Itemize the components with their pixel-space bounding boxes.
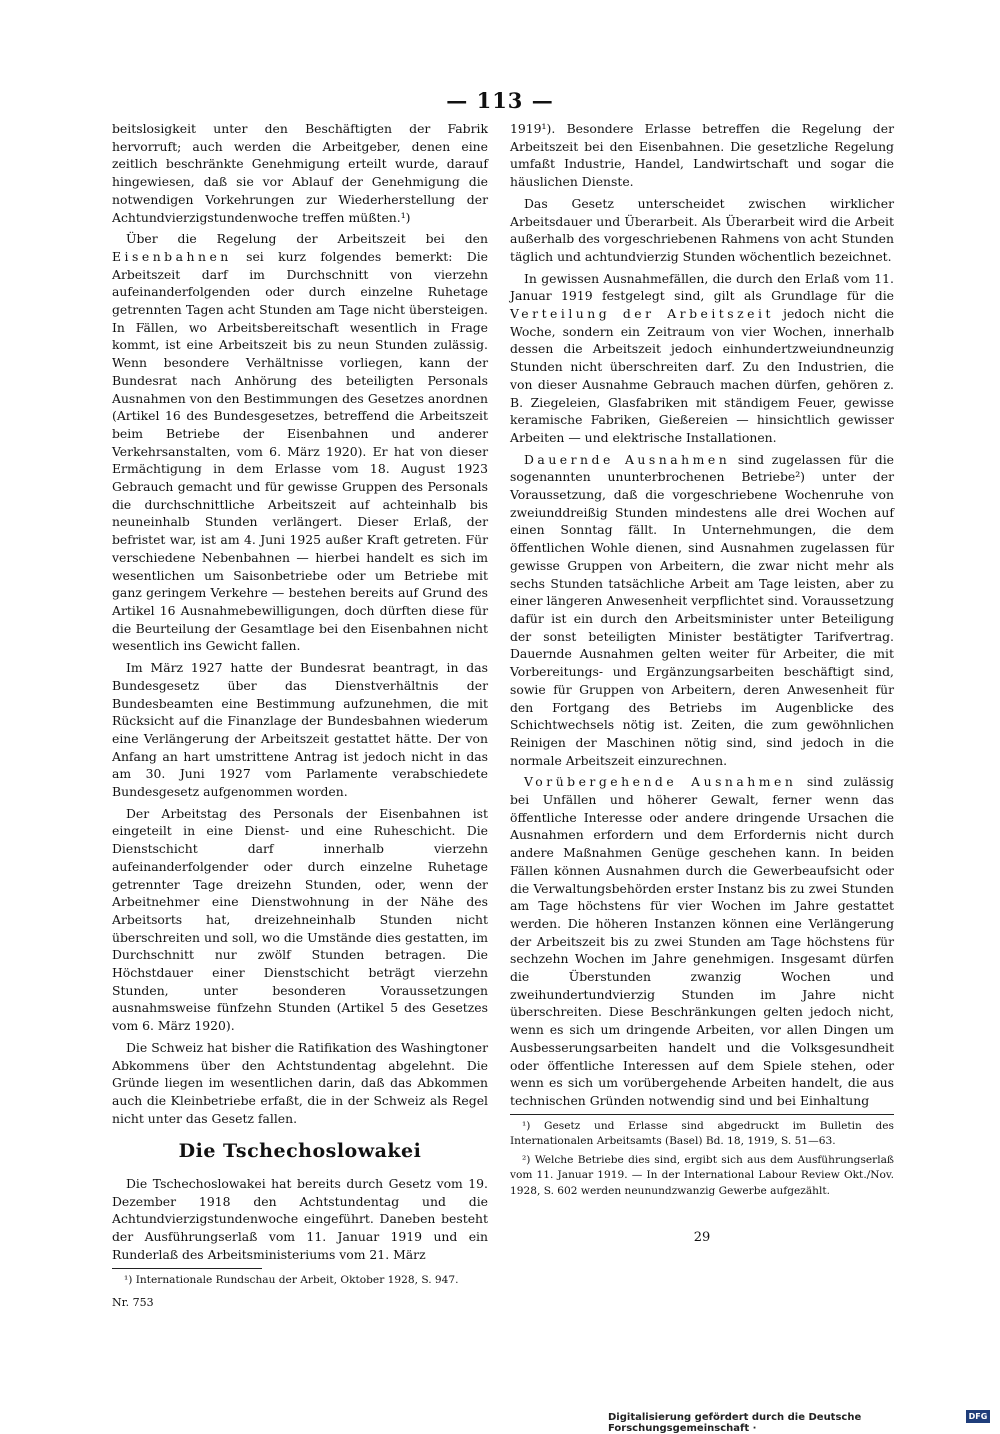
page-number: — 113 —: [446, 88, 554, 113]
left-paragraph-2-lead: Über die Regelung der Arbeitszeit bei den: [126, 231, 488, 247]
right-column: [510, 120, 894, 1247]
right-footnote-2: ²) Welche Betriebe dies sind, ergibt sich aus dem Ausführungserlaß vom 11. Januar 1919. — In der International Labour Review Okt./Nov. 1928, S. 602 werden neunundzwanzig Gewerbe aufgezählt.: [510, 1153, 894, 1197]
left-paragraph-5: Die Schweiz hat bisher die Ratifikation des Washingtoner Abkommens über den Achtstundentag abgelehnt. Die Gründe liegen im wesentlichen darin, daß das Abkommen auch die Kleinbetriebe erfaßt, die in der Schweiz als Regel nicht unter das Gesetz fallen.: [112, 1039, 488, 1126]
left-footnotes: [112, 1268, 459, 1289]
right-paragraph-5: [510, 773, 894, 1109]
right-paragraph-4: [510, 451, 894, 770]
right-paragraph-3-lead: In gewissen Ausnahmefällen, die durch den Erlaß vom 11. Januar 1919 festgelegt sind, gilt als Grundlage für die: [510, 270, 894, 304]
right-paragraph-3-spaced: Verteilung der Arbeitszeit: [510, 306, 774, 322]
left-paragraph-3: Im März 1927 hatte der Bundesrat beantragt, in das Bundesgesetz über das Dienstverhältnis der Bundesbeamten eine Bestimmung aufzunehmen, die mit Rücksicht auf die Finanzlage der Bundesbahnen wiederum eine Verlängerung der Arbeitszeit gestattet hätte. Der von Anfang an hart umstrittene Antrag ist jedoch nicht in das am 30. Juni 1927 vom Parlamente verabschiedete Bundesgesetz aufgenommen worden.: [112, 660, 488, 800]
right-paragraph-5-rest: sind zulässig bei Unfällen und höherer Gewalt, ferner wenn das öffentliche Interesse oder andere dringende Ursachen die Ausnahmen erfordern und dem Erfordernis nicht durch andere Maßnahmen Genüge geschehen kann. In beiden Fällen können Ausnahmen durch die Gewerbeaufsicht oder die Verwaltungsbehörden erster Instanz bis zu zwei Stunden am Tage höchstens für vier Wochen im Jahre gestattet werden. Die höheren Instanzen können eine Verlängerung der Arbeitszeit bis zu zwei Stunden am Tage höchstens für sechzehn Wochen im Jahre genehmigen. Insgesamt dürfen die Überstunden zwanzig Wochen und zweihundertundvierzig Stunden im Jahre nicht überschreiten. Diese Beschränkungen gelten jedoch nicht, wenn es sich um dringende Arbeiten, vor allen Dingen um Ausbesserungsarbeiten handelt und die Volksgesundheit oder öffentliche Interessen auf dem Spiele stehen, oder wenn es sich um vorübergehende Arbeiten handelt, die aus technischen Gründen notwendig sind und bei Einhaltung: [510, 774, 894, 1108]
left-paragraph-4: Der Arbeitstag des Personals der Eisenbahnen ist eingeteilt in eine Dienst- und eine Ruheschicht. Die Dienstschicht darf innerhalb vierzehn aufeinanderfolgender oder durch einzelne Ruhetage getrennter Tage dreizehn Stunden, oder, wenn der Arbeitnehmer eine Dienstwohnung in der Nähe des Arbeitsorts hat, dreizehneinhalb Stunden nicht überschreiten und soll, wo die Umstände dies gestatten, im Durchschnitt nur zwölf Stunden betragen. Die Höchstdauer einer Dienstschicht beträgt vierzehn Stunden, unter besonderen Voraussetzungen ausnahmsweise fünfzehn Stunden (Artikel 5 des Gesetzes vom 6. März 1920).: [112, 805, 488, 1034]
right-paragraph-4-rest: sind zugelassen für die sogenannten ununterbrochenen Betriebe²) unter der Voraussetzung, daß die vorgeschriebene Wochenruhe von zweiunddreißig Stunden mindestens alle drei Wochen auf einen Sonntag fällt. In Unternehmungen, die dem öffentlichen Wohle dienen, sind Ausnahmen zugelassen für gewisse Gruppen von Arbeitern, die zwar nicht mehr als sechs Stunden tatsächliche Arbeit am Tage leisten, aber zu einer längeren Anwesenheit verpflichtet sind. Voraussetzung dafür ist ein durch den Arbeitsminister unter Beteiligung der sonst beteiligten Minister bestätigter Tarifvertrag. Dauernde Ausnahmen gelten weiter für Arbeiter, die mit Vorbereitungs- und Ergänzungsarbeiten beschäftigt sind, sowie für Gruppen von Arbeitern, deren Anwesenheit für den Fortgang des Betriebs im Augenblicke des Schichtwechsels nötig ist. Zeiten, die zum gewöhnlichen Reinigen der Maschinen nötig sind, sind jedoch in die normale Arbeitszeit einzurechnen.: [510, 451, 895, 768]
issue-number: Nr. 753: [112, 1296, 154, 1310]
left-column: [112, 120, 488, 1312]
right-paragraph-3-rest: jedoch nicht die Woche, sondern ein Zeitraum von vier Wochen, innerhalb dessen die Arbeitszeit jedoch einhundertzweiundneunzig Stunden nicht überschreiten darf. Zu den Industrien, die von dieser Ausnahme Gebrauch machen dürfen, gehören z. B. Ziegeleien, Glasfabriken mit ständigem Feuer, gewisse keramische Fabriken, Gießereien — hinsichtlich gewisser Arbeiten — und elektrische Installationen.: [510, 306, 895, 445]
dfg-logo: DFG: [966, 1410, 990, 1423]
digitization-credit: Digitalisierung gefördert durch die Deutsche Forschungsgemeinschaft ·: [608, 1412, 862, 1434]
right-paragraph-1: 1919¹). Besondere Erlasse betreffen die Regelung der Arbeitszeit bei den Eisenbahnen. Die gesetzliche Regelung umfaßt Industrie, Handel, Landwirtschaft und sogar die häuslichen Dienste.: [510, 121, 894, 190]
left-paragraph-1: beitslosigkeit unter den Beschäftigten der Fabrik hervorruft; auch werden die Arbeitgeber, denen eine zeitlich beschränkte Genehmigung erteilt wurde, darauf hingewiesen, daß sie vor Ablauf der Genehmigung die notwendigen Vorkehrungen zur Wiederherstellung der Achtundvierzigstundenwoche treffen müßten.¹): [112, 121, 488, 225]
section-heading: Die Tschechoslowakei: [178, 1140, 422, 1163]
left-paragraph-6: Die Tschechoslowakei hat bereits durch Gesetz vom 19. Dezember 1918 den Achtstundentag und die Achtundvierzigstundenwoche eingeführt. Daneben besteht der Ausführungserlaß vom 11. Januar 1919 und ein Runderlaß des Arbeitsministeriums vom 21. März: [112, 1176, 488, 1262]
left-paragraph-2-rest: sei kurz folgendes bemerkt: Die Arbeitszeit darf im Durchschnitt von vierzehn aufeinanderfolgenden oder durch einzelne Ruhetage getrennten Tagen acht Stunden am Tage nicht übersteigen. In Fällen, wo Arbeitsbereitschaft wesentlich in Frage kommt, ist eine Arbeitszeit bis zu neun Stunden zulässig. Wenn besondere Verhältnisse vorliegen, kann der Bundesrat nach Anhörung des beteiligten Personals Ausnahmen von den Bestimmungen des Gesetzes anordnen (Artikel 16 des Bundesgesetzes, betreffend die Arbeitszeit beim Betriebe der Eisenbahnen und anderer Verkehrsanstalten, vom 6. März 1920). Er hat von dieser Ermächtigung in dem Erlasse vom 18. August 1923 Gebrauch gemacht und für gewisse Gruppen des Personals die durchschnittliche Arbeitszeit auf achteinhalb bis neuneinhalb Stunden verlängert. Dieser Erlaß, der befristet war, ist am 4. Juni 1925 außer Kraft getreten. Für verschiedene Nebenbahnen — hierbei handelt es sich im wesentlichen um Saisonbetriebe oder um Betriebe mit ganz geringem Verkehre — bestehen bereits auf Grund des Artikel 16 Ausnahmebewilligungen, doch dürften diese für die Beurteilung der Gesamtlage bei den Eisenbahnen nicht wesentlich ins Gewicht fallen.: [112, 248, 488, 654]
right-paragraph-3: [510, 270, 894, 447]
right-footnotes: [510, 1114, 894, 1200]
left-paragraph-2-spaced: Eisenbahnen: [112, 248, 232, 264]
right-paragraph-2: Das Gesetz unterscheidet zwischen wirklicher Arbeitsdauer und Überarbeit. Als Überarbeit wird die Arbeit außerhalb des vorgeschriebenen Rahmens von acht Stunden täglich und achtundvierzig Stunden wöchentlich bezeichnet.: [510, 195, 894, 264]
right-paragraph-5-spaced: Vorübergehende Ausnahmen: [524, 774, 797, 790]
left-paragraph-2: [112, 230, 488, 655]
sheet-number: 29: [693, 1230, 711, 1246]
left-footnote-1: ¹) Internationale Rundschau der Arbeit, Oktober 1928, S. 947.: [124, 1273, 459, 1286]
right-paragraph-4-spaced: Dauernde Ausnahmen: [524, 451, 731, 467]
right-footnote-1: ¹) Gesetz und Erlasse sind abgedruckt im Bulletin des Internationalen Arbeitsamts (Basel) Bd. 18, 1919, S. 51—63.: [510, 1119, 894, 1148]
